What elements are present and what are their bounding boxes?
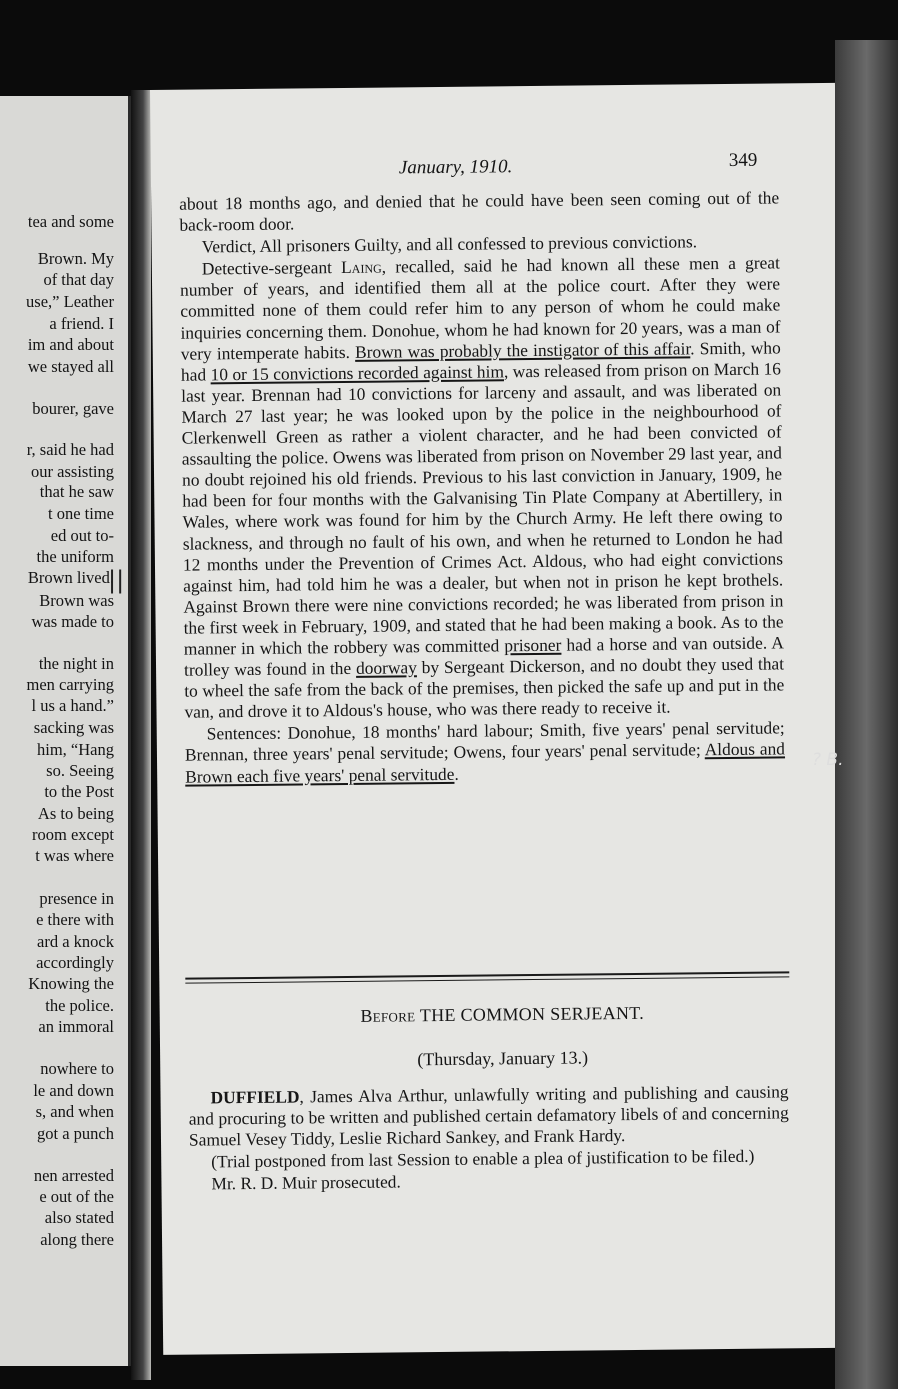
text-run: had a horse and van outside. A trolley was found in the	[183, 632, 784, 680]
facing-page-line: so. Seeing	[46, 761, 114, 780]
binding-edge	[835, 40, 898, 1389]
facing-page-line: men carrying	[26, 675, 114, 694]
handwritten-margin-note: ? B.	[812, 750, 844, 770]
facing-page-line: Brown was	[39, 591, 114, 610]
facing-page-line: nen arrested	[33, 1166, 114, 1185]
paragraph: Verdict, All prisoners Guilty, and all confessed to previous convictions.	[201, 231, 698, 257]
facing-page-line: l us a hand.”	[31, 696, 114, 715]
text-run: , James Alva Arthur, unlawfully writing and publishing and causing and procuring to be written and published certain defamatory libels of and concerning Samuel Vesey Tiddy, Leslie Richard Sankey, and Frank Hardy.	[188, 1081, 789, 1150]
facing-page-line: accordingly	[36, 953, 114, 972]
section-title-rest: THE COMMON SERJEANT.	[415, 1002, 645, 1026]
facing-page-line: e out of the	[39, 1187, 114, 1206]
facing-page-line: r, said he had	[26, 440, 114, 459]
case-entry	[188, 1081, 789, 1196]
facing-page-line: along there	[40, 1230, 114, 1249]
facing-page-line: e there with	[36, 910, 114, 929]
facing-page-line: the police.	[45, 996, 114, 1015]
text-run: Detective-sergeant	[201, 257, 342, 279]
facing-page-line: t was where	[35, 846, 114, 865]
witness-name: Laing	[341, 256, 382, 278]
facing-page-line: also stated	[44, 1208, 114, 1227]
facing-page-line: t one time	[48, 504, 114, 523]
facing-page-line: ed out to-	[50, 526, 114, 545]
facing-page-line: got a punch	[37, 1124, 114, 1143]
running-header: January, 1910.	[398, 156, 513, 179]
facing-page-line: a friend. I	[49, 314, 114, 333]
section-divider	[185, 971, 789, 983]
paragraph: (Trial postponed from last Session to enable a plea of justification to be filed.)	[211, 1146, 755, 1172]
page-number: 349	[728, 149, 758, 171]
paragraph: Mr. R. D. Muir prosecuted.	[211, 1171, 401, 1194]
section-title-prefix: Before	[360, 1005, 416, 1026]
facing-page-line: room except	[31, 825, 114, 844]
facing-page-line: tea and some	[27, 212, 114, 231]
paragraph	[185, 718, 786, 788]
underlined-text: 10 or 15 convictions recorded against him	[210, 361, 505, 385]
text-run: . Smith, who had	[180, 337, 781, 385]
facing-page-line: to the Post	[44, 782, 114, 801]
facing-page-line: ard a knock	[37, 932, 114, 951]
text-run: , was released from prison on March 16 last year. Brennan had 10 convictions for larceny and assault, and was liberated on March 27 last year; he was looked upon by the police in the neighbourhood of Clerkenwell Green as rather a violent character, and he had been convicted of assaulting the police. Owens was liberated from prison on November 29 last year, and no doubt rejoined his old friends. Previous to his last conviction in January, 1909, he had been for four months with the Galvanising Tin Plate Company at Abertillery, in Wales, where work was found for him by the Church Army. He left there owing to slackness, and through no fault of his own, and when he returned to London he had 12 months under the Prevention of Crimes Act. Aldous, who had eight convictions against him, had told him he was a dealer, but when not in prison he kept brothels. Against Brown there were nine convictions recorded; he was liberated from prison in the first week in February, 1909, and stated that he had been making a book. As to the manner in which the robbery was committed	[181, 358, 784, 659]
book-gutter	[131, 90, 151, 1380]
text-run: , recalled, said he had known all these men a great number of years, and identified them all at the police court. After they were committed none of them could refer him to any person of whom he could make inquiries concerning them. Donohue, whom he had known for 20 years, was a man of very intemperate habits.	[179, 252, 781, 364]
facing-page-line: sacking was	[33, 718, 114, 737]
facing-page-line: Brown lived.	[27, 568, 114, 587]
facing-page-line: the uniform	[36, 547, 114, 566]
margin-bar-mark: ||	[108, 566, 125, 594]
facing-page	[0, 96, 131, 1366]
facing-page-line: that he saw	[39, 482, 114, 501]
underlined-text: doorway	[355, 657, 417, 678]
facing-page-line: we stayed all	[27, 357, 114, 376]
underlined-text: Aldous and Brown each five years' penal servitude	[185, 738, 786, 787]
defendant-name: DUFFIELD	[210, 1086, 300, 1108]
sitting-date: (Thursday, January 13.)	[417, 1047, 589, 1070]
section-title	[160, 1001, 845, 1029]
text-run: Sentences: Donohue, 18 months' hard labour; Smith, five years' penal servitude; Brennan, three years' penal servitude; Owens, four years' penal servitude;	[184, 717, 785, 766]
facing-page-line: le and down	[33, 1081, 114, 1100]
paragraph	[180, 253, 785, 723]
facing-page-line: Knowing the	[28, 974, 114, 993]
page-body	[179, 187, 785, 788]
paragraph: about 18 months ago, and denied that he could have been seen coming out of the back-room door.	[179, 187, 780, 235]
facing-page-line: our assisting	[31, 462, 114, 481]
facing-page-line: was made to	[31, 612, 114, 631]
facing-page-line: him, “Hang	[37, 740, 114, 759]
page	[150, 83, 848, 1355]
facing-page-line: use,” Leather	[26, 292, 114, 311]
facing-page-line: As to being	[37, 804, 114, 823]
text-run: .	[454, 763, 459, 784]
facing-page-line: bourer, gave	[32, 399, 114, 418]
underlined-text: Brown was probably the instigator of this affair	[354, 338, 691, 362]
paragraph	[188, 1081, 789, 1151]
facing-page-line: im and about	[27, 335, 114, 354]
facing-page-line: an immoral	[38, 1017, 114, 1036]
underlined-text: prisoner	[504, 634, 562, 656]
facing-page-line: Brown. My	[37, 249, 114, 268]
facing-page-line: presence in	[39, 889, 114, 908]
facing-page-line: nowhere to	[40, 1059, 114, 1078]
text-run: by Sergeant Dickerson, and no doubt they used that to wheel the safe from the back of the premises, then picked the safe up and put in the van, and drove it to Aldous's house, who was there ready to receive it.	[184, 653, 785, 722]
facing-page-line: s, and when	[35, 1102, 114, 1121]
facing-page-line: the night in	[38, 654, 114, 673]
facing-page-line: of that day	[43, 270, 114, 289]
